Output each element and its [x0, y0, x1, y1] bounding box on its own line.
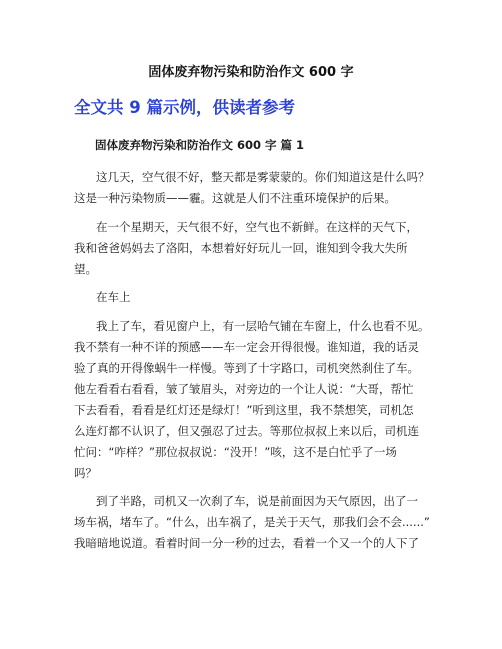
- paragraph: [74, 491, 434, 554]
- text-line: 场车祸，堵车了。“什么，出车祸了，是关于天气，那我们会不会......”: [74, 515, 430, 529]
- text-line: 他左看看右看看，皱了皱眉头，对旁边的一个让人说：“大哥，帮忙: [74, 381, 414, 396]
- paragraph: [74, 167, 434, 209]
- text-line: 这是一种污染物质——霾。这就是人们不注重环境保护的后果。: [74, 191, 396, 205]
- paragraph: [74, 316, 434, 484]
- text-line: 下去看看，看看是红灯还是绿灯！”听到这里，我不禁想笑，司机怎: [74, 402, 414, 417]
- text-line: 忙问：“咋样？”那位叔叔说：“没开！”咳，这不是白忙乎了一场: [74, 444, 397, 459]
- text-line: 这几天，空气很不好，整天都是雾蒙蒙的。你们知道这是什么吗？: [96, 170, 430, 184]
- text-line: 吗？: [74, 465, 97, 480]
- text-line: 在一个星期天，天气很不好，空气也不新鲜。在这样的天气下，: [96, 219, 418, 234]
- section-heading: 固体废弃物污染和防治作文 600 字 篇 1: [95, 138, 305, 152]
- text-line: 验了真的开得像蜗牛一样慢。等到了十字路口，司机突然刹住了车。: [74, 360, 419, 375]
- text-line: 在车上: [96, 290, 131, 304]
- text-line: 到了半路，司机又一次刹了车，说是前面因为天气原因，出了一: [96, 494, 418, 508]
- text-line: 我不禁有一种不详的预感——车一定会开得很慢。谁知道，我的话灵: [74, 339, 419, 354]
- text-line: 我暗暗地说道。看着时间一分一秒的过去，看着一个又一个的人下了: [74, 536, 419, 550]
- text-line: 么连灯都不认识了，但又强忍了过去。等那位叔叔上来以后，司机连: [74, 423, 419, 438]
- text-line: 我上了车，看见窗户上，有一层哈气铺在车窗上，什么也看不见。: [96, 318, 430, 333]
- text-line: 我和爸爸妈妈去了洛阳，本想着好好玩儿一回，谁知到令我大失所: [74, 240, 408, 255]
- examples-banner: 全文共 9 篇示例，供读者参考: [74, 98, 295, 117]
- article-body: [74, 167, 434, 554]
- text-line: 望。: [74, 261, 97, 276]
- document-title: 固体废弃物污染和防治作文 600 字: [148, 65, 354, 80]
- paragraph: [74, 217, 434, 280]
- paragraph: [74, 287, 434, 308]
